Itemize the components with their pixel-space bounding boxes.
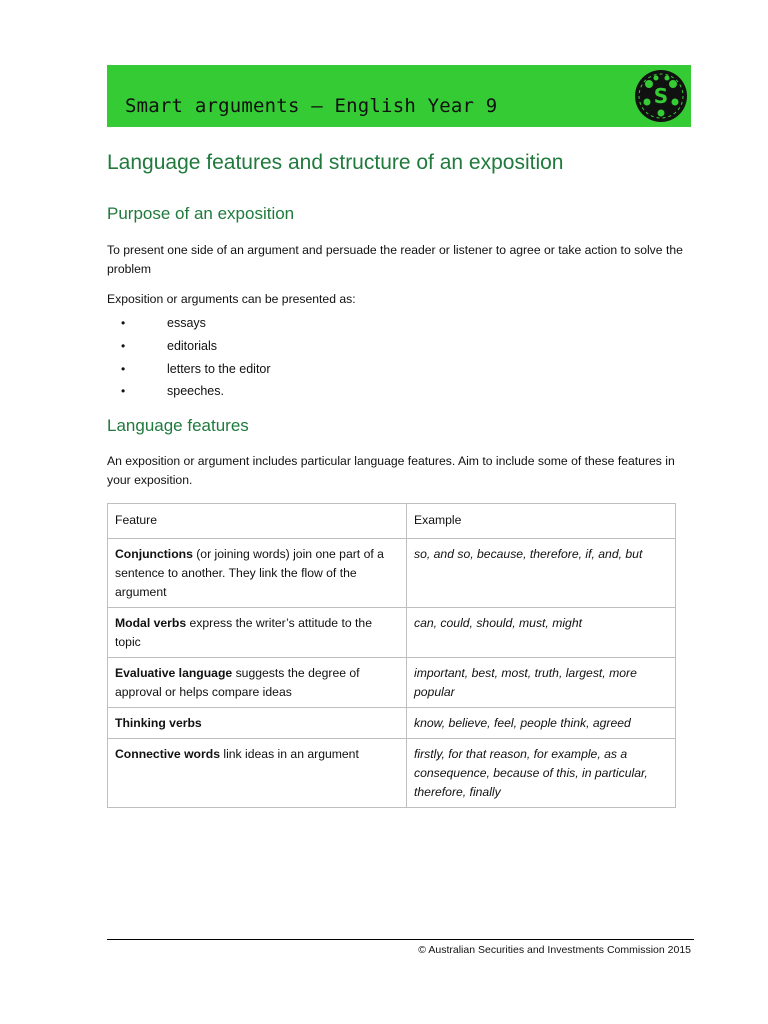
feature-description: suggests the degree of approval or helps compare ideas	[115, 666, 360, 699]
purpose-text: To present one side of an argument and persuade the reader or listener to agree or take action to solve the problem	[107, 243, 683, 276]
list-item: • speeches.	[121, 384, 224, 399]
list-item-text: editorials	[167, 338, 218, 353]
example-cell: firstly, for that reason, for example, as a consequence, because of this, in particular, therefore, finally	[407, 739, 676, 808]
list-item-text: speeches.	[167, 384, 224, 399]
purpose-heading: Purpose of an exposition	[107, 204, 295, 223]
feature-cell	[108, 658, 407, 708]
list-item: • essays	[121, 316, 206, 330]
list-item: • editorials	[121, 338, 218, 353]
footer-divider	[107, 939, 694, 940]
feature-term: Thinking verbs	[115, 716, 202, 730]
feature-description: link ideas in an argument	[219, 747, 359, 761]
purpose-intro: Exposition or arguments can be presented as:	[107, 292, 356, 306]
svg-text:S: S	[653, 84, 669, 108]
banner-title: Smart arguments – English Year 9	[125, 95, 498, 117]
feature-description: express the writer’s attitude to the topic	[115, 616, 372, 649]
table-row	[108, 539, 676, 608]
table-row	[108, 739, 676, 808]
page-title: Language features and structure of an exposition	[107, 151, 564, 174]
feature-term: Connective words	[115, 747, 220, 761]
table-row	[108, 658, 676, 708]
feature-term: Modal verbs	[115, 616, 187, 630]
feature-description: (or joining words) join one part of a sentence to another. They link the flow of the argument	[115, 547, 384, 599]
example-cell: so, and so, because, therefore, if, and, but	[407, 539, 676, 608]
feature-term: Conjunctions	[115, 547, 193, 561]
feature-cell	[108, 608, 407, 658]
list-item: • letters to the editor	[121, 361, 271, 376]
feature-term: Evaluative language	[115, 666, 233, 680]
table-header-row	[108, 504, 676, 539]
example-cell: know, believe, feel, people think, agreed	[407, 708, 676, 739]
feature-cell	[108, 539, 407, 608]
footer-copyright: © Australian Securities and Investments Commission 2015	[418, 944, 691, 956]
language-text: An exposition or argument includes particular language features. Aim to include some of these features in your exposition.	[107, 454, 675, 487]
header-banner	[107, 65, 691, 127]
features-table	[107, 503, 676, 808]
circular-logo-icon	[634, 69, 688, 123]
table-row	[108, 608, 676, 658]
presentation-list	[107, 312, 271, 403]
language-heading: Language features	[107, 416, 249, 435]
example-cell: important, best, most, truth, largest, more popular	[407, 658, 676, 708]
table-header: Feature	[108, 504, 407, 539]
list-item-text: letters to the editor	[167, 361, 271, 376]
feature-cell	[108, 708, 407, 739]
list-item-text: essays	[167, 316, 206, 330]
feature-cell	[108, 739, 407, 808]
table-row	[108, 708, 676, 739]
example-cell: can, could, should, must, might	[407, 608, 676, 658]
table-header: Example	[407, 504, 676, 539]
